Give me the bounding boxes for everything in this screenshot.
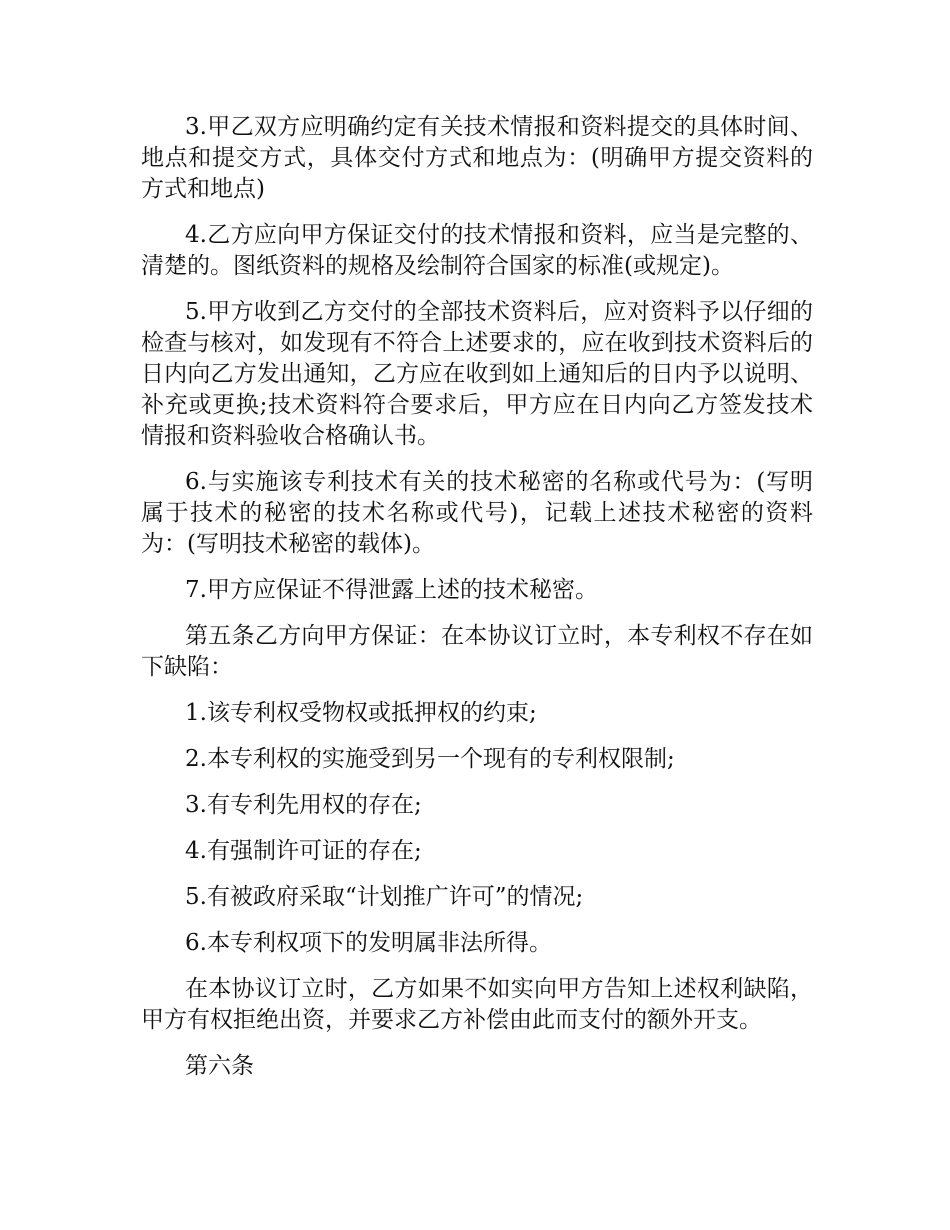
paragraph-clause-3-delivery: 3.甲乙双方应明确约定有关技术情报和资料提交的具体时间、地点和提交方式，具体交付方式和地点为：(明确甲方提交资料的方式和地点) [141,114,813,202]
paragraph-defect-1: 1.该专利权受物权或抵押权的约束; [185,700,537,726]
document-body [141,112,813,1097]
paragraph-defect-4: 4.有强制许可证的存在; [185,838,422,864]
paragraph-disclosure-remedy: 在本协议订立时，乙方如果不如实向甲方告知上述权利缺陷，甲方有权拒绝出资，并要求乙方补偿由此而支付的额外开支。 [141,976,813,1033]
paragraph-article-6-heading: 第六条 [185,1053,254,1079]
paragraph-clause-7-confidentiality: 7.甲方应保证不得泄露上述的技术秘密。 [185,577,598,603]
paragraph-defect-3: 3.有专利先用权的存在; [185,792,422,818]
paragraph-clause-5-inspection: 5.甲方收到乙方交付的全部技术资料后，应对资料予以仔细的检查与核对，如发现有不符合上述要求的，应在收到技术资料后的日内向乙方发出通知，乙方应在收到如上通知后的日内予以说明、补充或更换;技术资料符合要求后，甲方应在日内向乙方签发技术情报和资料验收合格确认书。 [141,299,813,449]
paragraph-clause-6-secrets: 6.与实施该专利技术有关的技术秘密的名称或代号为：(写明属于技术的秘密的技术名称或代号)，记载上述技术秘密的资料为：(写明技术秘密的载体)。 [141,469,813,557]
paragraph-defect-5: 5.有被政府采取“计划推广许可”的情况; [185,884,584,910]
paragraph-article-5: 第五条乙方向甲方保证：在本协议订立时，本专利权不存在如下缺陷： [141,623,813,680]
paragraph-defect-2: 2.本专利权的实施受到另一个现有的专利权限制; [185,746,675,772]
paragraph-clause-4-completeness: 4.乙方应向甲方保证交付的技术情报和资料，应当是完整的、清楚的。图纸资料的规格及绘制符合国家的标准(或规定)。 [141,222,813,279]
paragraph-defect-6: 6.本专利权项下的发明属非法所得。 [185,930,552,956]
